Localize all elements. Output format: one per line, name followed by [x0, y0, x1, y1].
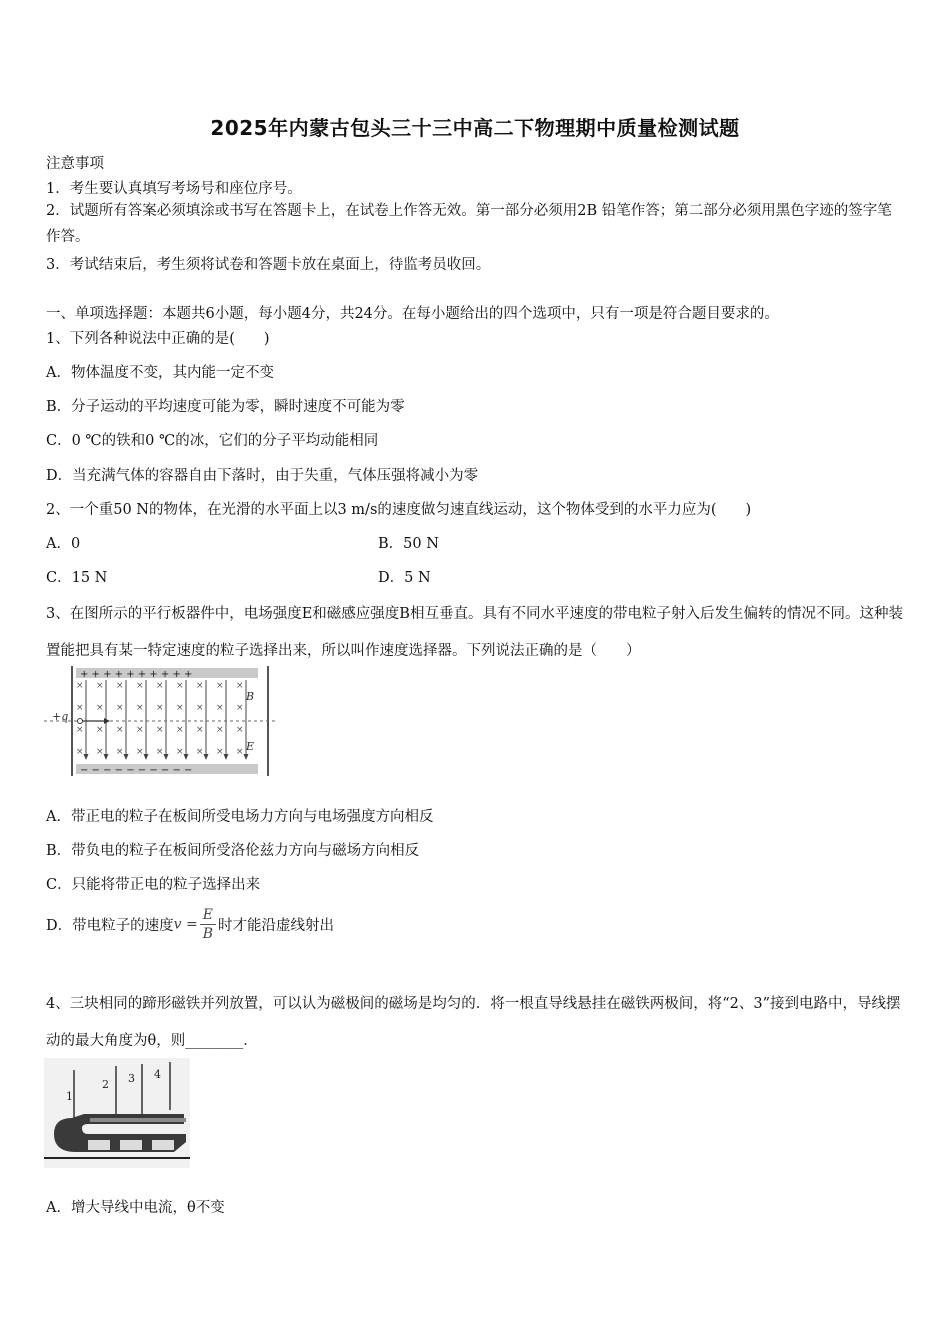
notice-item-3: 3．考试结束后，考生须将试卷和答题卡放在桌面上，待监考员收回。 — [46, 257, 491, 273]
cross-mark: × — [96, 747, 104, 757]
e-over-b-fraction — [200, 906, 216, 943]
question-4-option-a: A．增大导线中电流，θ不变 — [46, 1200, 225, 1216]
field-line-arrowhead — [184, 754, 189, 760]
cross-mark: × — [196, 681, 204, 691]
electric-field-lines — [84, 680, 249, 760]
notice-item-2: 2．试题所有答案必须填涂或书写在答题卡上，在试卷上作答无效。第一部分必须用2B 铅笔作答；第二部分必须用黑色字迹的签字笔作答。 — [46, 203, 892, 245]
question-1-option-a: A．物体温度不变，其内能一定不变 — [46, 365, 274, 381]
cross-mark: × — [236, 747, 244, 757]
notice-heading: 注意事项 — [46, 156, 104, 172]
question-2-stem: 2、一个重50 N的物体，在光滑的水平面上以3 m/s的速度做匀速直线运动，这个物体受到的水平力应为( ) — [46, 502, 752, 518]
question-3-option-c: C．只能将带正电的粒子选择出来 — [46, 877, 261, 893]
lower-pole-2 — [120, 1140, 142, 1150]
velocity-arrow-head — [104, 718, 110, 724]
b-label: B — [246, 690, 255, 703]
question-3-option-d — [46, 906, 334, 943]
cross-mark: × — [76, 681, 84, 691]
question-1-option-c: C．0 ℃的铁和0 ℃的冰，它们的分子平均动能相同 — [46, 433, 379, 449]
question-2-option-b: B．50 N — [378, 536, 439, 552]
lower-pole-1 — [88, 1140, 110, 1150]
velocity-variable: v = — [173, 916, 198, 933]
question-2-option-c: C．15 N — [46, 570, 108, 586]
question-3-stem: 3、在图所示的平行板器件中，电场强度E和磁感应强度B相互垂直。具有不同水平速度的带电粒子射入后发生偏转的情况不同。这种装置能把具有某一特定速度的粒子选择出来，所以叫作速度选择器。下列说法正确的是（ ） — [46, 606, 903, 659]
cross-mark: × — [116, 681, 124, 691]
magnetic-field-crosses — [76, 681, 244, 757]
cross-mark: × — [116, 703, 124, 713]
question-2-option-a: A．0 — [46, 536, 81, 552]
cross-mark: × — [236, 703, 244, 713]
cross-mark: × — [216, 725, 224, 735]
cross-mark: × — [136, 747, 144, 757]
cross-mark: × — [236, 681, 244, 691]
question-1-stem: 1、下列各种说法中正确的是( ) — [46, 331, 270, 347]
cross-mark: × — [196, 703, 204, 713]
velocity-selector-figure — [44, 664, 276, 778]
cross-mark: × — [216, 703, 224, 713]
cross-mark: × — [76, 725, 84, 735]
cross-mark: × — [116, 725, 124, 735]
option-d-suffix: 时才能沿虚线射出 — [217, 918, 334, 934]
section-heading: 一、单项选择题：本题共6小题，每小题4分，共24分。在每小题给出的四个选项中，只有一项是符合题目要求的。 — [46, 306, 779, 322]
cross-mark: × — [76, 747, 84, 757]
field-line-arrowhead — [204, 754, 209, 760]
minus-signs: − − − − − − − − − − — [80, 765, 193, 776]
cross-mark: × — [136, 703, 144, 713]
cross-mark: × — [216, 747, 224, 757]
upper-pole-top — [90, 1118, 186, 1122]
field-line-arrowhead — [144, 754, 149, 760]
cross-mark: × — [196, 747, 204, 757]
question-1-option-b: B．分子运动的平均速度可能为零，瞬时速度不可能为零 — [46, 399, 405, 415]
field-line-arrowhead — [224, 754, 229, 760]
cross-mark: × — [96, 703, 104, 713]
cross-mark: × — [156, 681, 164, 691]
notice-item-1: 1．考生要认真填写考场号和座位序号。 — [46, 181, 302, 197]
question-2-option-d: D．5 N — [378, 570, 431, 586]
cross-mark: × — [176, 681, 184, 691]
cross-mark: × — [116, 747, 124, 757]
question-4-stem: 4、三块相同的蹄形磁铁并列放置，可以认为磁极间的磁场是均匀的．将一根直导线悬挂在磁铁两极间，将“2、3”接到电路中，导线摆动的最大角度为θ，则________． — [46, 996, 901, 1049]
fraction-denominator: B — [202, 926, 213, 942]
e-label: E — [246, 740, 255, 753]
cross-mark: × — [196, 725, 204, 735]
label-4: 4 — [154, 1068, 161, 1081]
cross-mark: × — [216, 681, 224, 691]
cross-mark: × — [156, 703, 164, 713]
horseshoe-magnets-figure — [44, 1058, 190, 1168]
field-line-arrowhead — [104, 754, 109, 760]
field-line-arrowhead — [84, 754, 89, 760]
cross-mark: × — [96, 681, 104, 691]
cross-mark: × — [76, 703, 84, 713]
field-line-arrowhead — [124, 754, 129, 760]
cross-mark: × — [236, 725, 244, 735]
label-1: 1 — [66, 1090, 73, 1103]
cross-mark: × — [96, 725, 104, 735]
charge-label: +q — [52, 710, 69, 723]
cross-mark: × — [176, 747, 184, 757]
cross-mark: × — [136, 725, 144, 735]
question-1-option-d: D．当充满气体的容器自由下落时，由于失重，气体压强将减小为零 — [46, 468, 479, 484]
label-2: 2 — [102, 1078, 109, 1091]
cross-mark: × — [176, 703, 184, 713]
fraction-numerator: E — [200, 906, 216, 925]
label-3: 3 — [128, 1072, 135, 1085]
cross-mark: × — [156, 725, 164, 735]
field-line-arrowhead — [164, 754, 169, 760]
cross-mark: × — [156, 747, 164, 757]
plus-signs: + + + + + + + + + + — [80, 669, 193, 680]
cross-mark: × — [136, 681, 144, 691]
lower-pole-3 — [152, 1140, 174, 1150]
cross-mark: × — [176, 725, 184, 735]
charge-particle — [78, 719, 83, 724]
field-line-arrowhead — [244, 754, 249, 760]
option-d-prefix: D．带电粒子的速度 — [46, 918, 174, 934]
question-3-option-a: A．带正电的粒子在板间所受电场力方向与电场强度方向相反 — [46, 809, 434, 825]
page-title: 2025年内蒙古包头三十三中高二下物理期中质量检测试题 — [210, 116, 740, 140]
question-3-option-b: B．带负电的粒子在板间所受洛伦兹力方向与磁场方向相反 — [46, 843, 420, 859]
